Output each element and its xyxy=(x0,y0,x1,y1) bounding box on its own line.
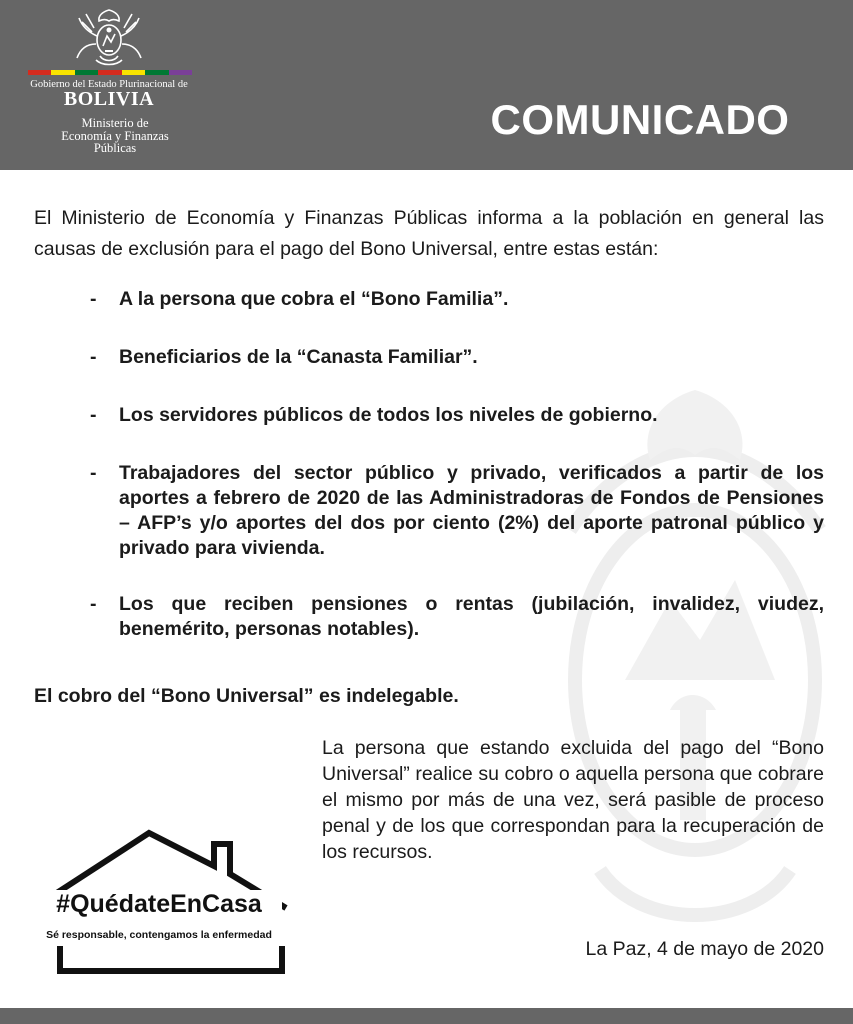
indelegable-notice: El cobro del “Bono Universal” es indelegable. xyxy=(34,685,459,707)
list-dash: - xyxy=(90,462,97,484)
campaign-hashtag: #QuédateEnCasa xyxy=(36,890,282,919)
flag-stripe-segment xyxy=(51,70,74,75)
flag-stripe-segment xyxy=(122,70,145,75)
ministry-line: Públicas xyxy=(93,141,137,155)
header-banner xyxy=(0,0,853,170)
list-dash: - xyxy=(90,288,97,310)
page-title: COMUNICADO xyxy=(490,96,790,143)
government-line: Gobierno del Estado Plurinacional de xyxy=(30,79,188,90)
footer-bar xyxy=(0,1008,853,1024)
flag-stripe-segment xyxy=(28,70,51,75)
list-dash: - xyxy=(90,404,97,426)
list-item xyxy=(90,287,824,312)
list-item xyxy=(90,461,824,561)
ministry-line: Economía y Finanzas xyxy=(61,128,169,143)
document-date: La Paz, 4 de mayo de 2020 xyxy=(585,938,824,960)
list-item xyxy=(90,345,824,370)
country-name: BOLIVIA xyxy=(63,88,155,110)
list-item xyxy=(90,403,824,428)
flag-stripe-segment xyxy=(145,70,168,75)
list-item-text: Trabajadores del sector público y privado, verificados a partir de los aportes a febrero de 2020 de las Administradoras de Fondos de Pensiones – AFP’s y/o aportes del dos por ciento (2%) del aporte patronal público y privado para vivienda. xyxy=(119,462,824,559)
exclusion-list xyxy=(90,287,824,675)
campaign-slogan: Sé responsable, contengamos la enfermedad xyxy=(46,929,272,941)
list-item-text: Los servidores públicos de todos los niveles de gobierno. xyxy=(119,404,658,426)
coat-of-arms-icon xyxy=(74,6,144,70)
list-item-text: A la persona que cobra el “Bono Familia”. xyxy=(119,288,509,310)
flag-stripe-segment xyxy=(169,70,192,75)
list-dash: - xyxy=(90,593,97,615)
warning-paragraph: La persona que estando excluida del pago del “Bono Universal” realice su cobro o aquella persona que cobrare el mismo por más de una vez, será pasible de proceso penal y de los que correspondan para la recuperación de los recursos. xyxy=(322,737,824,863)
list-dash: - xyxy=(90,346,97,368)
ministry-name xyxy=(20,117,210,155)
list-item-text: Beneficiarios de la “Canasta Familiar”. xyxy=(119,346,478,368)
flag-stripe-segment xyxy=(98,70,121,75)
ministry-line: Ministerio de xyxy=(81,116,149,130)
intro-paragraph: El Ministerio de Economía y Finanzas Públicas informa a la población en general las causas de exclusión para el pago del Bono Universal, entre estas están: xyxy=(34,207,824,260)
flag-stripe xyxy=(28,70,192,75)
list-item xyxy=(90,592,824,642)
flag-stripe-segment xyxy=(75,70,98,75)
list-item-text: Los que reciben pensiones o rentas (jubilación, invalidez, viudez, benemérito, personas notables). xyxy=(119,593,824,640)
